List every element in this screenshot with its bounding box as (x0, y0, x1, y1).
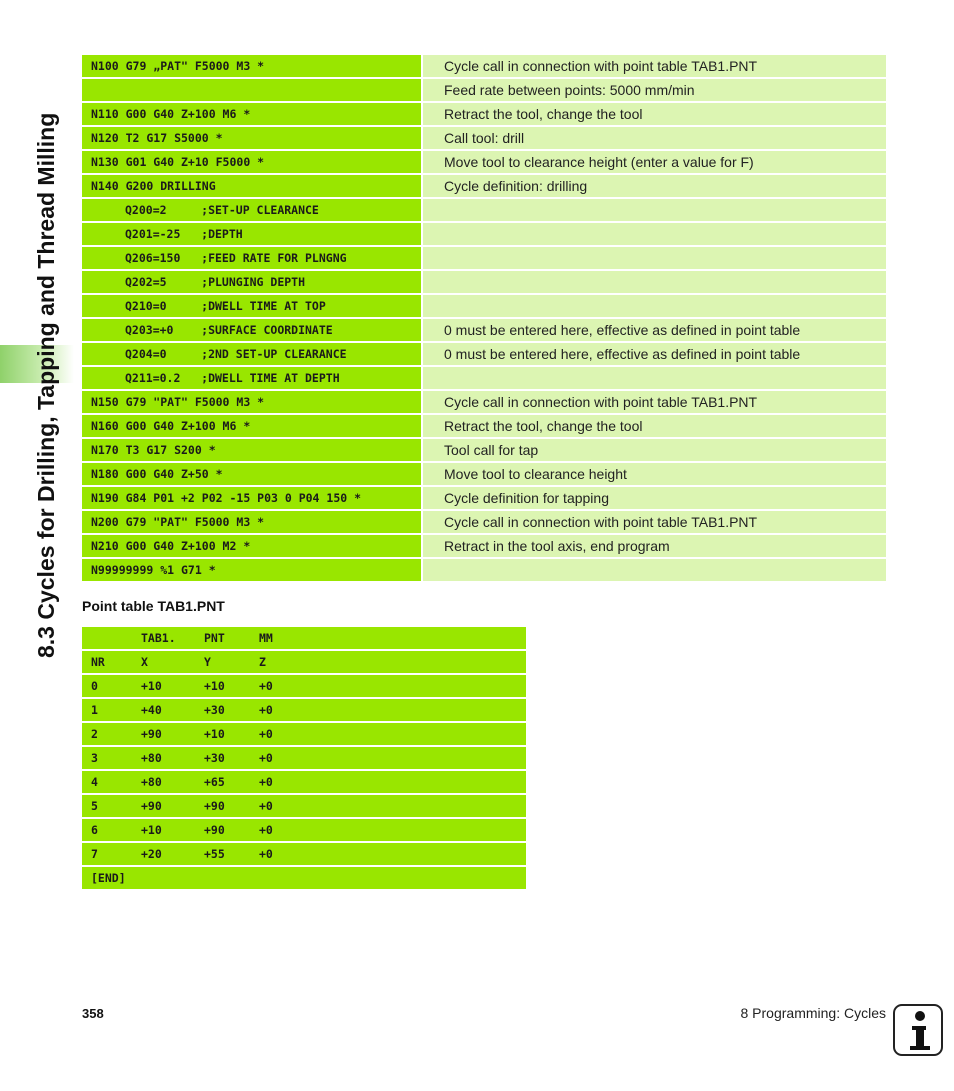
point-table-row (82, 675, 526, 697)
point-table-cell: +90 (204, 819, 259, 841)
point-table-cell: +20 (141, 843, 204, 865)
point-table-cell: +90 (204, 795, 259, 817)
program-row (82, 175, 886, 197)
point-table-cell: [END] (82, 867, 141, 889)
program-row (82, 391, 886, 413)
program-description: Move tool to clearance height (enter a value for F) (423, 151, 886, 173)
point-table-cell: NR (82, 651, 141, 673)
program-description: Feed rate between points: 5000 mm/min (423, 79, 886, 101)
program-row (82, 511, 886, 533)
point-table-row (82, 723, 526, 745)
point-table-cell: X (141, 651, 204, 673)
point-table-cell: MM (259, 627, 526, 649)
program-code: N99999999 %1 G71 * (82, 559, 423, 581)
program-code: Q202=5 ;PLUNGING DEPTH (82, 271, 423, 293)
program-description: Cycle call in connection with point table TAB1.PNT (423, 391, 886, 413)
point-table-cell: +55 (204, 843, 259, 865)
program-row (82, 151, 886, 173)
point-table-cell: +0 (259, 699, 526, 721)
program-code: Q200=2 ;SET-UP CLEARANCE (82, 199, 423, 221)
point-table-cell: +80 (141, 771, 204, 793)
program-code: N100 G79 „PAT" F5000 M3 * (82, 55, 423, 77)
program-row (82, 343, 886, 365)
program-row (82, 295, 886, 317)
program-code: N180 G00 G40 Z+50 * (82, 463, 423, 485)
program-row (82, 103, 886, 125)
point-table-cell: +10 (204, 723, 259, 745)
point-table-cell: +0 (259, 819, 526, 841)
program-row (82, 79, 886, 101)
program-row (82, 319, 886, 341)
point-table-cell: 1 (82, 699, 141, 721)
program-row (82, 247, 886, 269)
point-table-cell: 3 (82, 747, 141, 769)
program-description: Cycle call in connection with point table TAB1.PNT (423, 511, 886, 533)
point-table-cell: +0 (259, 675, 526, 697)
program-code: N170 T3 G17 S200 * (82, 439, 423, 461)
program-description: Retract in the tool axis, end program (423, 535, 886, 557)
program-row (82, 271, 886, 293)
program-code: N190 G84 P01 +2 P02 -15 P03 0 P04 150 * (82, 487, 423, 509)
point-table (82, 625, 526, 891)
nc-program-table (82, 53, 886, 583)
point-table-cell: +0 (259, 747, 526, 769)
program-row (82, 127, 886, 149)
program-code: N120 T2 G17 S5000 * (82, 127, 423, 149)
point-table-cell: Z (259, 651, 526, 673)
point-table-row (82, 699, 526, 721)
program-description: Retract the tool, change the tool (423, 103, 886, 125)
program-description (423, 247, 886, 269)
point-table-cell: Y (204, 651, 259, 673)
program-description: Retract the tool, change the tool (423, 415, 886, 437)
program-row (82, 223, 886, 245)
program-code: N140 G200 DRILLING (82, 175, 423, 197)
point-table-row (82, 747, 526, 769)
program-description (423, 559, 886, 581)
program-description: Cycle call in connection with point table TAB1.PNT (423, 55, 886, 77)
point-table-cell: 5 (82, 795, 141, 817)
program-description: 0 must be entered here, effective as defined in point table (423, 319, 886, 341)
footer-chapter-title: 8 Programming: Cycles (740, 1005, 886, 1021)
program-description: Cycle definition for tapping (423, 487, 886, 509)
program-code: Q204=0 ;2ND SET-UP CLEARANCE (82, 343, 423, 365)
point-table-row (82, 627, 526, 649)
program-row (82, 55, 886, 77)
page-number: 358 (82, 1006, 104, 1021)
program-code: N200 G79 "PAT" F5000 M3 * (82, 511, 423, 533)
point-table-caption: Point table TAB1.PNT (82, 598, 225, 614)
program-code: Q203=+0 ;SURFACE COORDINATE (82, 319, 423, 341)
program-code: N160 G00 G40 Z+100 M6 * (82, 415, 423, 437)
point-table-cell (259, 867, 526, 889)
point-table-cell (82, 627, 141, 649)
point-table-cell: 0 (82, 675, 141, 697)
program-code: Q211=0.2 ;DWELL TIME AT DEPTH (82, 367, 423, 389)
program-row (82, 415, 886, 437)
program-description: Cycle definition: drilling (423, 175, 886, 197)
program-description (423, 295, 886, 317)
program-description (423, 271, 886, 293)
point-table-cell: +30 (204, 747, 259, 769)
point-table-cell: +40 (141, 699, 204, 721)
program-description (423, 223, 886, 245)
program-code: Q210=0 ;DWELL TIME AT TOP (82, 295, 423, 317)
point-table-cell: 7 (82, 843, 141, 865)
point-table-cell: +0 (259, 723, 526, 745)
point-table-cell: 4 (82, 771, 141, 793)
point-table-cell (204, 867, 259, 889)
program-row (82, 367, 886, 389)
info-icon (893, 1004, 943, 1056)
point-table-cell: +0 (259, 771, 526, 793)
program-code: Q206=150 ;FEED RATE FOR PLNGNG (82, 247, 423, 269)
point-table-cell: +0 (259, 843, 526, 865)
program-row (82, 535, 886, 557)
program-description (423, 199, 886, 221)
program-code: Q201=-25 ;DEPTH (82, 223, 423, 245)
point-table-cell: PNT (204, 627, 259, 649)
side-chapter-title: 8.3 Cycles for Drilling, Tapping and Thread Milling (33, 112, 59, 658)
program-row (82, 463, 886, 485)
program-code: N150 G79 "PAT" F5000 M3 * (82, 391, 423, 413)
point-table-row (82, 867, 526, 889)
point-table-cell: 2 (82, 723, 141, 745)
point-table-cell: +65 (204, 771, 259, 793)
point-table-cell: +30 (204, 699, 259, 721)
point-table-cell: +10 (141, 675, 204, 697)
point-table-cell (141, 867, 204, 889)
program-description (423, 367, 886, 389)
point-table-cell: +90 (141, 723, 204, 745)
program-code: N210 G00 G40 Z+100 M2 * (82, 535, 423, 557)
point-table-cell: +80 (141, 747, 204, 769)
point-table-cell: +90 (141, 795, 204, 817)
point-table-cell: +10 (204, 675, 259, 697)
point-table-cell: 6 (82, 819, 141, 841)
point-table-cell: +0 (259, 795, 526, 817)
program-row (82, 487, 886, 509)
point-table-row (82, 819, 526, 841)
program-description: Call tool: drill (423, 127, 886, 149)
point-table-row (82, 795, 526, 817)
point-table-cell: TAB1. (141, 627, 204, 649)
point-table-row (82, 771, 526, 793)
program-code: N130 G01 G40 Z+10 F5000 * (82, 151, 423, 173)
program-description: Tool call for tap (423, 439, 886, 461)
program-row (82, 559, 886, 581)
point-table-row (82, 651, 526, 673)
program-description: Move tool to clearance height (423, 463, 886, 485)
program-code (82, 79, 423, 101)
point-table-row (82, 843, 526, 865)
program-code: N110 G00 G40 Z+100 M6 * (82, 103, 423, 125)
program-row (82, 439, 886, 461)
program-row (82, 199, 886, 221)
program-description: 0 must be entered here, effective as defined in point table (423, 343, 886, 365)
point-table-cell: +10 (141, 819, 204, 841)
